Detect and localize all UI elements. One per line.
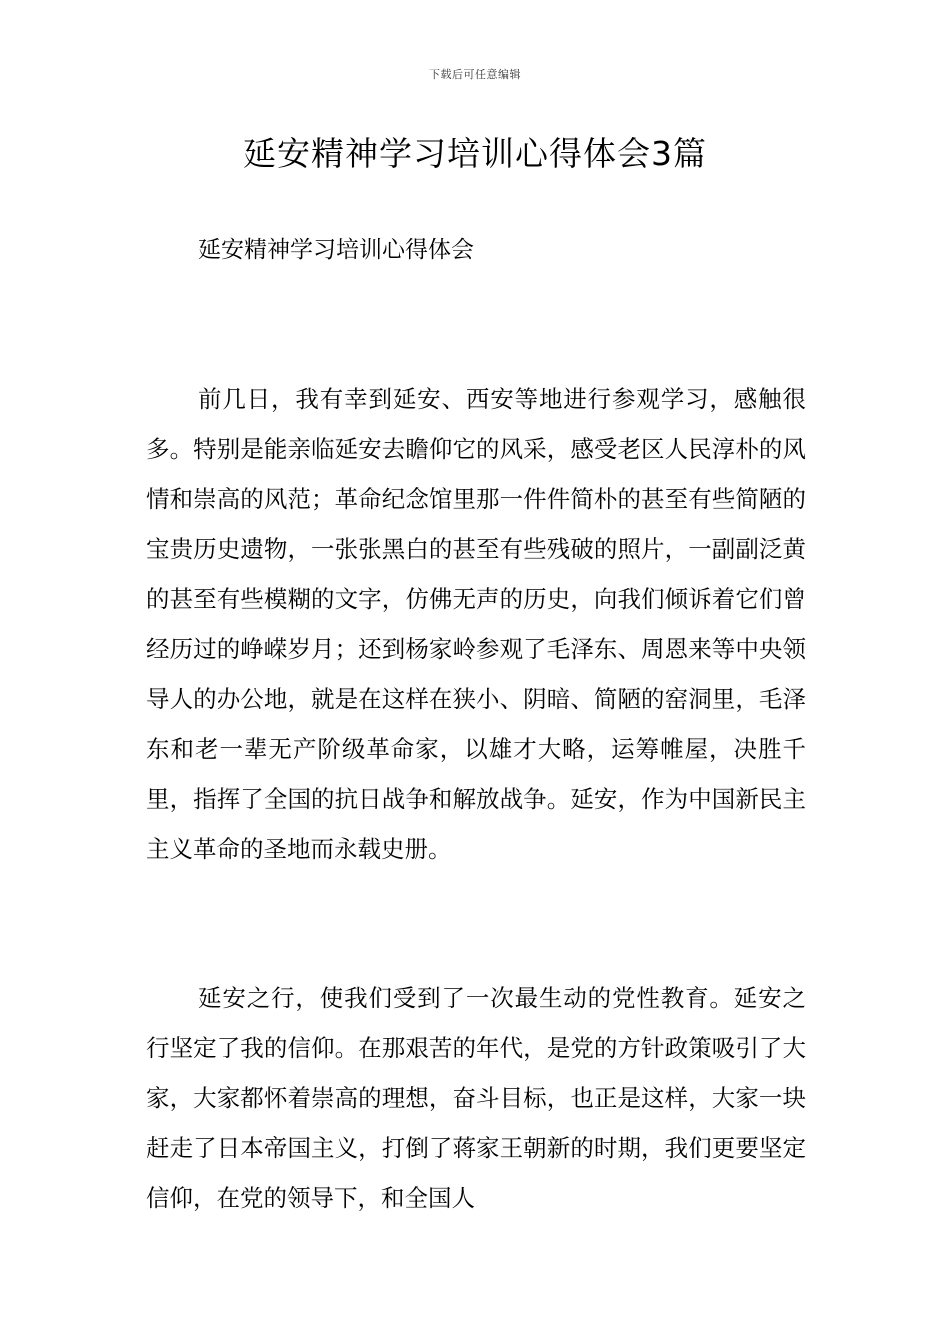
body-paragraph: 前几日，我有幸到延安、西安等地进行参观学习，感触很多。特别是能亲临延安去瞻仰它的风采，感受老区人民淳朴的风情和崇高的风范；革命纪念馆里那一件件简朴的甚至有些简陋的宝贵历史遗物，一张张黑白的甚至有些残破的照片，一副副泛黄的甚至有些模糊的文字，仿佛无声的历史，向我们倾诉着它们曾经历过的峥嵘岁月；还到杨家岭参观了毛泽东、周恩来等中央领导人的办公地，就是在这样在狭小、阴暗、简陋的窑洞里，毛泽东和老一辈无产阶级革命家，以雄才大略，运筹帷屋，决胜千里，指挥了全国的抗日战争和解放战争。延安，作为中国新民主主义革命的圣地而永载史册。 — [146, 385, 806, 863]
body-paragraph: 延安之行，使我们受到了一次最生动的党性教育。延安之行坚定了我的信仰。在那艰苦的年代，是党的方针政策吸引了大家，大家都怀着崇高的理想，奋斗目标，也正是这样，大家一块赶走了日本帝国主义，打倒了蒋家王朝新的时期，我们更要坚定信仰，在党的领导下，和全国人 — [146, 984, 806, 1212]
header-note: 下载后可任意编辑 — [429, 68, 521, 81]
document-title: 延安精神学习培训心得体会3篇 — [243, 134, 707, 173]
document-subtitle: 延安精神学习培训心得体会 — [198, 237, 474, 263]
